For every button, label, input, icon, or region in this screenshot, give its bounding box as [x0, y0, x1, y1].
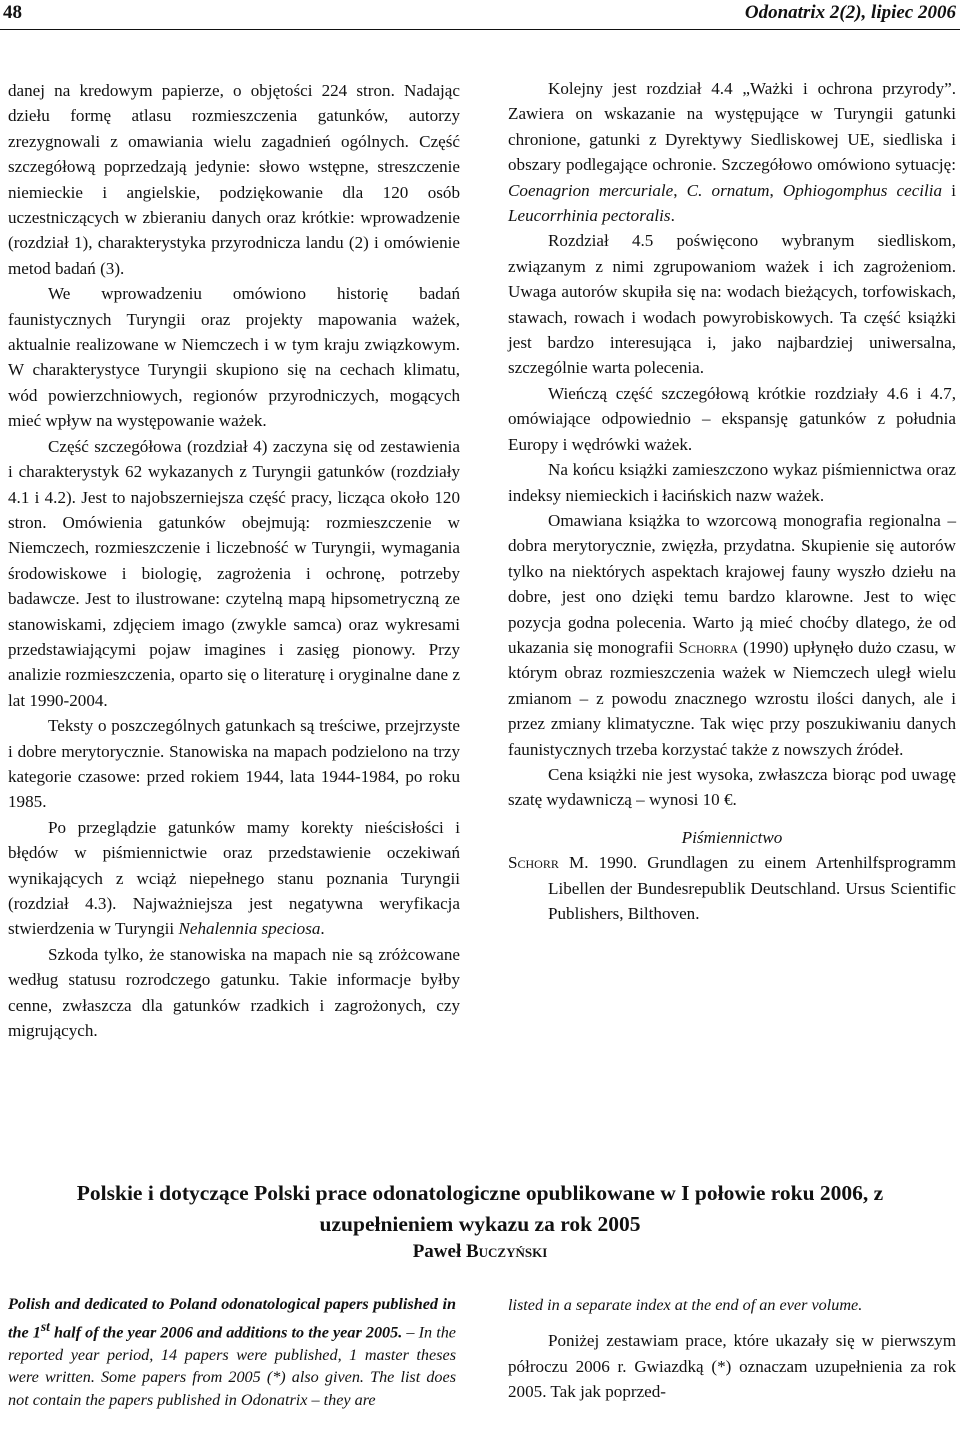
right-paragraph-6-text-a: Omawiana książka to wzorcową monografia regionalna – dobra merytorycznie, zwięzła, przydatna. Skupienie się autorów tylko na niektórych aspektach krajowej fauny wyszło dziełu na dobre, jest ono dzięki temu bardzo klarowne. Jest to więc pozycja godna polecenia. Warto ją mieć choćby dlatego, że od ukazania się monografii [508, 510, 956, 657]
left-paragraph-3: Część szczegółowa (rozdział 4) zaczyna się od zestawienia i charakterystyk 62 wykazanych z Turyngii gatunków (rozdziały 4.1 i 4.2). Jest to najobszerniejsza część pracy, licząca około 120 stron. Omówienia gatunków obejmują: rozmieszczenie w Niemczech, rozmieszczenie i liczebność w Turyngii, wymagania środowiskowe i biologię, zagrożenia i ochronę, potrzeby badawcze. Jest to ilustrowane: czytelną mapą hipsometryczną ze stanowiskami, zdjęciem imago (zwykle samca) oraz wykresami przedstawiającymi pojaw imagines i zasięg pionowy. Przy analizie rozmieszczenia, oparto się o literaturę i oryginalne dane z lat 1990-2004. [8, 436, 460, 710]
abstract-title-part-2: half of the year 2006 and additions to the year 2005. [49, 1322, 403, 1341]
right-paragraph-2-text: Kolejny jest rozdział 4.4 „Ważki i ochrona przyrody”. Zawiera on wskazanie na występujące w Turyngii gatunki chronione, gatunki z Dyrektywy Siedliskowej UE, siedliska i obszary podlegające ochronie. Szczegółowo omówiono sytuację: [508, 79, 956, 175]
separator: , [673, 180, 687, 200]
right-paragraph-3: Rozdział 4.5 poświęcono wybranym siedliskom, związanym z nimi zgrupowaniom ważek i ich zagrożeniom. Uwaga autorów skupiła się na: wodach bieżących, torfowiskach, stawach, rowach i wodach powyrobiskowych. Ta część książki jest bardzo interesująca i, jako najbardziej uniwersalna, szczególnie warta polecenia. [508, 231, 956, 378]
page-header [0, 0, 960, 30]
left-paragraph-5-end: . [320, 919, 325, 939]
separator: i [942, 180, 957, 200]
references-heading: Piśmiennictwo [681, 827, 783, 847]
right-paragraph-7: Cena książki nie jest wysoka, zwłaszcza biorąc pod uwagę szatę wydawniczą – wynosi 10 €. [508, 764, 956, 810]
article-author [10, 1241, 950, 1263]
separator: , [769, 180, 783, 200]
left-paragraph-6-text: Szkoda tylko, że stanowiska na mapach nie są zróżcowane według statusu rozrodczego gatunku. Takie informacje byłby cenne, zwłaszcza dla gatunków rzadkich i zagrożonych, czy migrujących. [8, 944, 460, 1041]
species-name: Leucorrhinia pectoralis [508, 206, 671, 226]
species-name: Ophiogomphus cecilia [782, 180, 943, 200]
species-name: Coenagrion mercuriale [508, 180, 674, 200]
right-paragraph-4: Wieńczą część szczegółową krótkie rozdziały 4.6 i 4.7, omówiające odpowiednio – ekspansję gatunków z południa Europy i wędrówki ważek. [508, 383, 956, 454]
left-paragraph-4: Teksty o poszczególnych gatunkach są treściwe, przejrzyste i dobre merytorycznie. Stanowiska na mapach podzielono na trzy kategorie czasowe: przed rokiem 1944, lata 1944-1984, po roku 1985. [8, 716, 460, 812]
cited-author: Schorra [678, 637, 739, 657]
left-paragraph-5-text: Po przeglądzie gatunków mamy korekty nieścisłości i błędów w piśmiennictwie oraz przedstawienie oczekiwań wynikających z wciąż niepełnego stanu poznania Turyngii (rozdział 4.3). Najważniejsza jest negatywna weryfikacja stwierdzenia w Turyngii [8, 817, 460, 939]
reference-text: M. 1990. Grundlagen zu einem Artenhilfsprogramm Libellen der Bundesrepublik Deutschland. Ursus Scientific Publishers, Bilthoven. [548, 853, 956, 923]
left-paragraph-1: danej na kredowym papierze, o objętości 224 stron. Nadając dziełu formę atlasu rozmieszczenia gatunków, autorzy zrezygnowali z omawiania wielu zagadnień ogólnych. Część szczegółową poprzedzają jedynie: słowo wstępne, streszczenie niemieckie i angielskie, podziękowanie dla 120 osób uczestniczących w zbieraniu danych oraz krótkie: wprowadzenie (rozdział 1), charakterystyka przyrodnicza landu (2) i omówienie metod badań (3). [8, 81, 460, 278]
author-first-name: Paweł [412, 1241, 466, 1262]
page-number: 48 [3, 2, 22, 23]
right-paragraph-6 [508, 508, 956, 762]
header-rule [0, 29, 960, 30]
right-column [508, 76, 956, 926]
english-abstract [8, 1293, 456, 1411]
species-name: C. ornatum [686, 180, 770, 200]
left-paragraph-6 [8, 942, 460, 1044]
journal-citation: Odonatrix 2(2), lipiec 2006 [744, 2, 956, 23]
reference-author: Schorr [508, 853, 559, 873]
intro-paragraph: Poniżej zestawiam prace, które ukazały się w pierwszym półroczu 2006 r. Gwiazdką (*) oznaczam uzupełnienia za rok 2005. Tak jak poprzed- [508, 1331, 956, 1402]
species-name: Nehalennia speciosa [178, 919, 321, 939]
left-paragraph-5 [8, 815, 460, 942]
abstract-continuation: listed in a separate index at the end of an ever volume. [508, 1296, 863, 1314]
author-last-name: Buczyński [465, 1241, 548, 1262]
left-column [8, 78, 460, 1043]
abstract-title-part-1: Polish and dedicated to Poland odonatological papers published in the 1 [8, 1295, 456, 1341]
abstract-body: – In the reported year period, 14 papers were published, 1 master theses were written. Some papers from 2005 (*) also given. The list does not contain the papers published in Odonatrix – they are [8, 1322, 456, 1409]
separator: . [670, 206, 675, 226]
reference-entry [508, 850, 956, 926]
right-paragraph-5: Na końcu książki zamieszczono wykaz piśmiennictwa oraz indeksy niemieckich i łacińskich nazw ważek. [508, 460, 956, 505]
abstract-superscript: st [40, 1318, 50, 1334]
article-title: Polskie i dotyczące Polski prace odonatologiczne opublikowane w I połowie roku 2006, z uzupełnieniem wykazu za rok 2005 [76, 1181, 884, 1236]
right-paragraph-2 [508, 76, 956, 228]
left-paragraph-2: We wprowadzeniu omówiono historię badań faunistycznych Turyngii oraz projekty mapowania ważek, aktualnie realizowane w Niemczech i w tym kraju związkowym. W charakterystyce Turyngii skupiono się na cechach klimatu, wód powierzchniowych, regionów przyrodniczych, mogących mieć wpływ na występowanie ważek. [8, 284, 460, 431]
right-paragraph-6-text-b: (1990) upłynęło dużo czasu, w którym obraz rozmieszczenia ważek w Niemczech uległ wielu zmianom – z powodu znacznego wzrostu ilości danych, ale i przez zmiany klimatyczne. Tak więc przy poszukiwaniu danych faunistycznych trzeba korzystać także z nowszych źródeł. [508, 637, 956, 759]
article-right-column [508, 1293, 956, 1405]
